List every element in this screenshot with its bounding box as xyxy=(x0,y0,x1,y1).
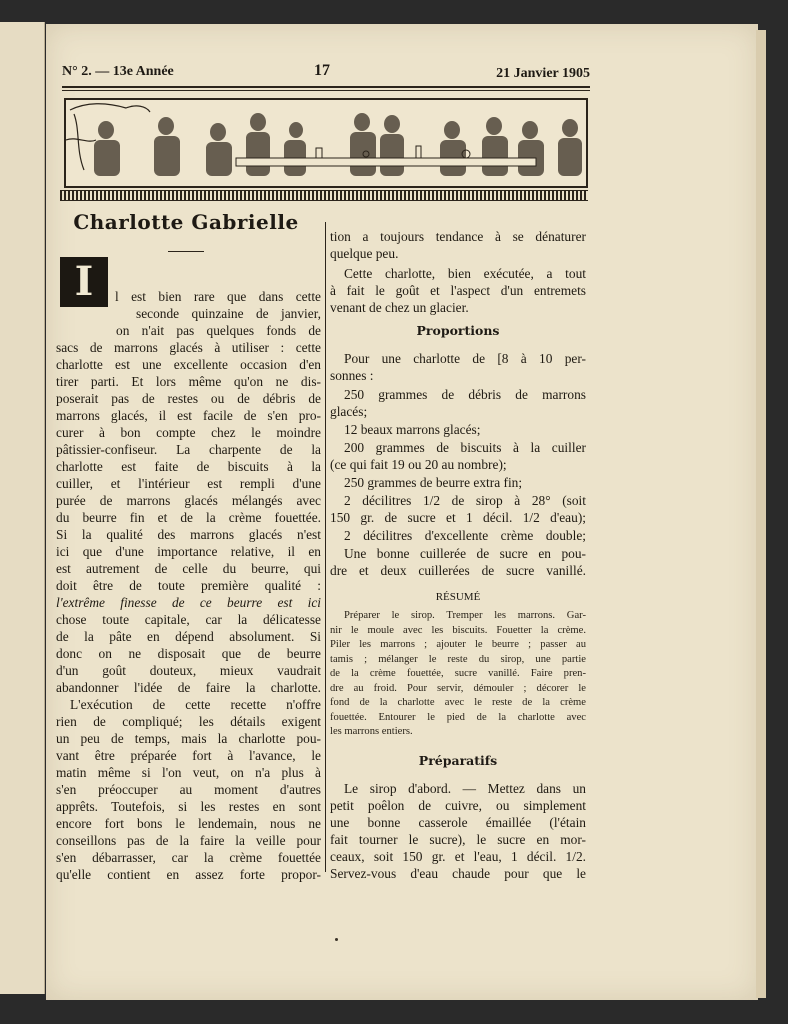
decorative-border xyxy=(60,190,588,201)
left-line: est autrement de celle du beurre, qui xyxy=(56,561,321,576)
left-line: on n'ait pas quelques fonds de xyxy=(116,323,321,338)
left-line: abandonner l'idée de faire la charlotte. xyxy=(56,680,321,695)
resume-line: fond de la charlotte avec le reste de la crème xyxy=(330,697,586,708)
left-line: du beurre fin et de la crème fouettée. xyxy=(56,510,321,525)
preparatifs-line: petit poêlon de cuivre, ou simplement xyxy=(330,798,586,813)
left-line-italic: l'extrême finesse de ce beurre est ici xyxy=(56,595,321,610)
right-line: tion a toujours tendance à se dénaturer xyxy=(330,229,586,244)
preparatifs-line: fait tourner le sucre), le sucre en mor- xyxy=(330,832,586,847)
resume-heading: RÉSUMÉ xyxy=(435,591,481,603)
page-number: 17 xyxy=(314,62,330,79)
proportions-line: (ce qui fait 19 ou 20 au nombre); xyxy=(330,457,507,472)
preparatifs-line: Servez-vous d'eau chaude pour que le xyxy=(330,866,586,881)
dining-scene-illustration xyxy=(64,98,588,188)
left-line: rien de compliqué; les détails exigent xyxy=(56,714,321,729)
left-line: s'en débarrasser, car la crème fouettée xyxy=(56,850,321,865)
left-line: seconde quinzaine de janvier, xyxy=(136,306,321,321)
proportions-line: 2 décilitres d'excellente crème double; xyxy=(344,528,586,543)
left-line: sacs de marrons glacés à utiliser : cette xyxy=(56,340,321,355)
left-line: de la pâte en dépend absolument. Si xyxy=(56,629,321,644)
preparatifs-line: une bonne casserole émaillée (l'étain xyxy=(330,815,586,830)
left-line: Si la qualité des marrons glacés n'est xyxy=(56,527,321,542)
left-line: doit être de toute première qualité : xyxy=(56,578,321,593)
proportions-line: 2 décilitres 1/2 de sirop à 28° (soit xyxy=(344,493,586,508)
title-underline xyxy=(168,251,204,252)
left-line: cuiller, et l'intérieur est rempli d'une xyxy=(56,476,321,491)
banner-drawing xyxy=(66,100,586,186)
right-line: venant de chez un glacier. xyxy=(330,300,469,315)
left-line: conseillons pas de la faire la veille pour xyxy=(56,833,321,848)
left-line: encore fort bons le lendemain, nous ne xyxy=(56,816,321,831)
left-line: qu'elle contient en assez forte propor- xyxy=(56,867,321,882)
ornate-dropcap xyxy=(60,257,108,307)
preparatifs-heading: Préparatifs xyxy=(418,753,498,768)
ink-speck xyxy=(335,938,338,941)
proportions-line: Une bonne cuillerée de sucre en pou- xyxy=(344,546,586,561)
column-separator xyxy=(325,222,326,872)
left-line: donc on ne disposait que de beurre xyxy=(56,646,321,661)
page-stack-edge xyxy=(756,30,766,998)
resume-line: Piler les marrons ; ajouter le beurre ; passer au xyxy=(330,639,586,650)
left-line: ici que d'une importance relative, il en xyxy=(56,544,321,559)
proportions-line: sonnes : xyxy=(330,368,374,383)
right-line: à fait le goût et l'aspect d'un entremets xyxy=(330,283,586,298)
resume-line: de la crème fouettée, sucre vanillé. Faire pren- xyxy=(330,668,586,679)
left-line: curer à bon compte chez le moindre xyxy=(56,425,321,440)
left-line: apprêts. Toutefois, si les restes en sont xyxy=(56,799,321,814)
right-line: quelque peu. xyxy=(330,246,399,261)
left-line: purée de marrons glacés mélangés avec xyxy=(56,493,321,508)
preparatifs-line: Le sirop d'abord. — Mettez dans un xyxy=(344,781,586,796)
resume-line: tamis ; mélanger le reste du sirop, une partie xyxy=(330,653,586,665)
proportions-line: 250 grammes de débris de marrons xyxy=(344,387,586,402)
left-line: tirer parti. Et lors même qu'on ne dis- xyxy=(56,374,321,389)
proportions-line: dre et deux cuillerées de sucre vanillé. xyxy=(330,563,586,578)
left-line: d'un goût douteux, mieux vaudrait xyxy=(56,663,321,678)
left-line: vant être préparée fort à l'avance, le xyxy=(56,748,321,763)
facing-page-edge xyxy=(0,22,45,994)
left-line: un peu de temps, mais la charlotte pou- xyxy=(56,731,321,746)
issue-date: 21 Janvier 1905 xyxy=(496,66,590,81)
left-line: chose toute capitale, car la délicatesse xyxy=(56,612,321,627)
dropcap-letter: I xyxy=(74,258,94,305)
proportions-line: 250 grammes de beurre extra fin; xyxy=(344,475,523,490)
proportions-line: 150 gr. de sucre et 1 décil. 1/2 d'eau); xyxy=(330,510,586,525)
right-line: Cette charlotte, bien exécutée, a tout xyxy=(344,266,586,281)
resume-line: fouettée. Entourer le pied de la charlotte avec xyxy=(330,711,586,723)
left-line: s'en préoccuper au moment d'autres xyxy=(56,782,321,797)
resume-line: les marrons entiers. xyxy=(330,726,413,737)
resume-line: dre au froid. Pour servir, démouler ; décorer le xyxy=(330,682,586,694)
left-line: L'exécution de cette recette n'offre xyxy=(70,697,321,712)
resume-line: Préparer le sirop. Tremper les marrons. Gar- xyxy=(344,610,586,621)
left-line: l est bien rare que dans cette xyxy=(115,289,321,304)
left-line: marrons glacés, il est facile de s'en pro- xyxy=(56,408,321,423)
left-line: pâtissier-confiseur. La charpente de la xyxy=(56,442,321,457)
proportions-line: 200 grammes de biscuits à la cuiller xyxy=(344,440,586,455)
issue-number: N° 2. — 13e Année xyxy=(62,64,174,79)
proportions-line: 12 beaux marrons glacés; xyxy=(344,422,481,437)
left-line: matin même si l'on veut, on n'a plus à xyxy=(56,765,321,780)
article-title: Charlotte Gabrielle xyxy=(73,210,299,234)
header-rule-bottom xyxy=(62,90,590,91)
proportions-line: glacés; xyxy=(330,404,368,419)
left-line: charlotte est une excellente occasion d'en xyxy=(56,357,321,372)
resume-line: nir le moule avec les biscuits. Fouetter la crème. xyxy=(330,624,586,636)
left-line: poserait pas de restes ou de débris de xyxy=(56,391,321,406)
left-line: charlotte est faite de biscuits à la xyxy=(56,459,321,474)
page-header xyxy=(62,62,590,84)
preparatifs-line: ceaux, soit 150 gr. et l'eau, 1 décil. 1/2. xyxy=(330,849,586,864)
header-rule-top xyxy=(62,86,590,88)
proportions-line: Pour une charlotte de [8 à 10 per- xyxy=(344,351,586,366)
proportions-heading: Proportions xyxy=(416,323,500,338)
